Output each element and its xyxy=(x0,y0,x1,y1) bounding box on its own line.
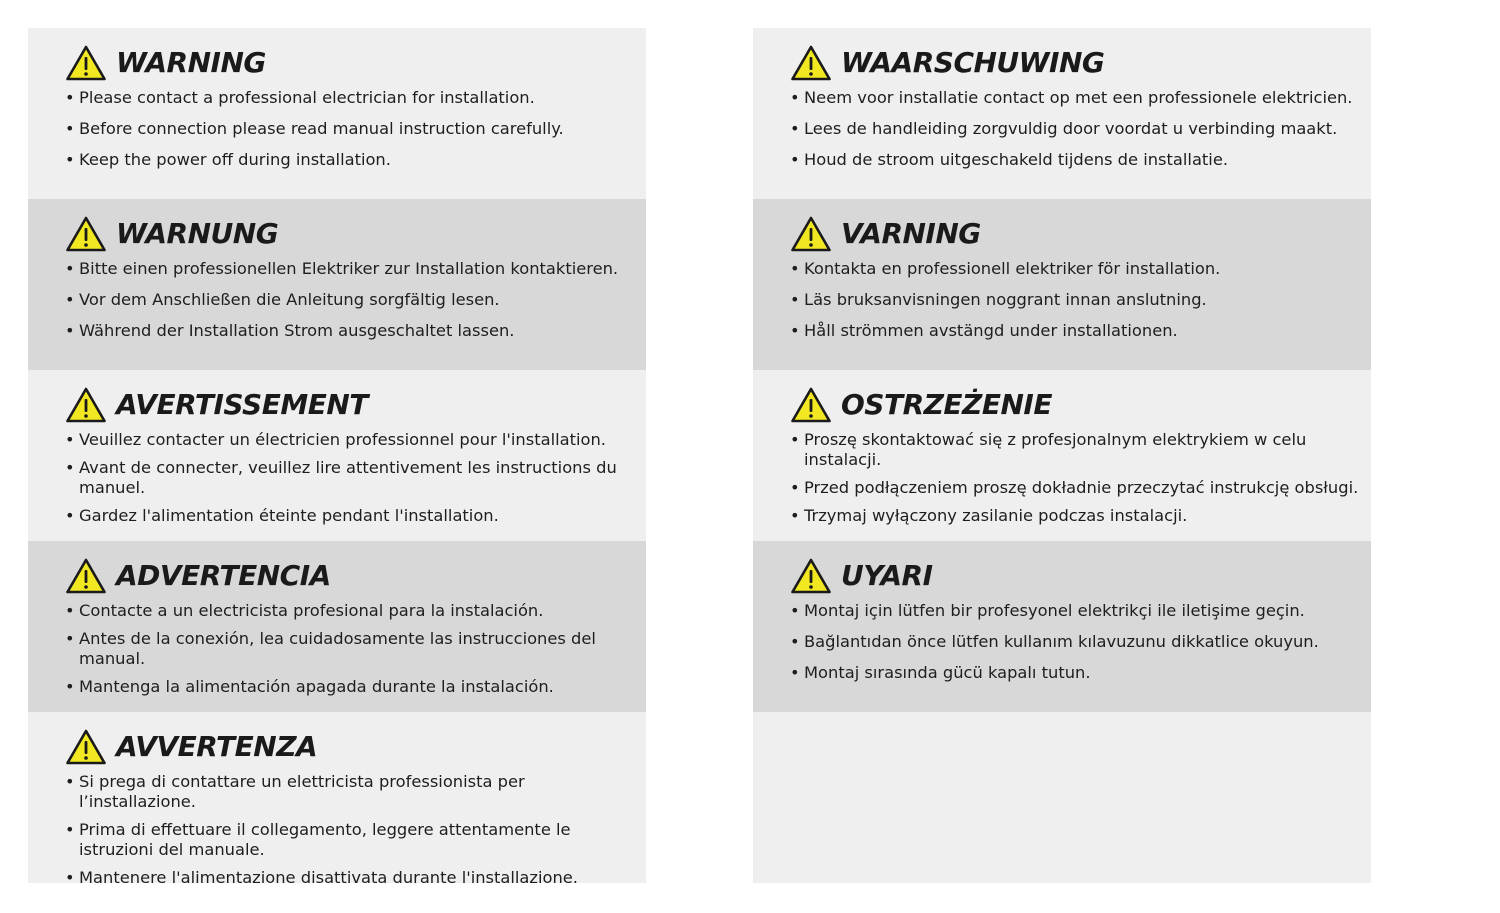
instruction-list xyxy=(790,88,1363,170)
card-header xyxy=(790,44,1363,82)
card-title: UYARI xyxy=(841,559,933,592)
instruction-list xyxy=(790,601,1363,683)
card-title: ADVERTENCIA xyxy=(116,559,331,592)
card-title: WARNING xyxy=(116,46,266,79)
instruction-item: • Bağlantıdan önce lütfen kullanım kılavuzunu dikkatlice okuyun. xyxy=(790,632,1363,652)
instruction-item: • Keep the power off during installation. xyxy=(65,150,638,170)
warning-triangle-icon xyxy=(790,386,832,424)
instruction-item: • Kontakta en professionell elektriker för installation. xyxy=(790,259,1363,279)
instruction-item: • Håll strömmen avstängd under installationen. xyxy=(790,321,1363,341)
warning-triangle-icon xyxy=(790,44,832,82)
instruction-item: • Lees de handleiding zorgvuldig door voordat u verbinding maakt. xyxy=(790,119,1363,139)
instruction-list xyxy=(790,430,1363,526)
instruction-item: • Antes de la conexión, lea cuidadosamente las instrucciones del manual. xyxy=(65,629,638,669)
instruction-item: • Prima di effettuare il collegamento, leggere attentamente le istruzioni del manuale. xyxy=(65,820,638,860)
instruction-list xyxy=(790,259,1363,341)
instruction-item: • Contacte a un electricista profesional para la instalación. xyxy=(65,601,638,621)
card-header xyxy=(65,44,638,82)
card-header xyxy=(790,557,1363,595)
warning-card xyxy=(28,712,646,887)
instruction-list xyxy=(65,259,638,341)
warning-triangle-icon xyxy=(65,557,107,595)
instruction-item: • Houd de stroom uitgeschakeld tijdens de installatie. xyxy=(790,150,1363,170)
warning-card xyxy=(28,541,646,712)
warning-triangle-icon xyxy=(65,215,107,253)
instruction-item: • Neem voor installatie contact op met een professionele elektricien. xyxy=(790,88,1363,108)
warning-card xyxy=(753,370,1371,541)
warning-triangle-icon xyxy=(790,557,832,595)
right-column xyxy=(753,28,1371,883)
card-header xyxy=(65,386,638,424)
warning-card xyxy=(753,199,1371,370)
instruction-item: • Before connection please read manual instruction carefully. xyxy=(65,119,638,139)
instruction-item: • Montaj için lütfen bir profesyonel elektrikçi ile iletişime geçin. xyxy=(790,601,1363,621)
instruction-item: • Przed podłączeniem proszę dokładnie przeczytać instrukcję obsługi. xyxy=(790,478,1363,498)
card-title: WARNUNG xyxy=(116,217,279,250)
instruction-item: • Mantenere l'alimentazione disattivata durante l'installazione. xyxy=(65,868,638,888)
card-header xyxy=(65,557,638,595)
warning-card xyxy=(28,370,646,541)
instruction-list xyxy=(65,601,638,697)
warning-card xyxy=(28,199,646,370)
card-title: OSTRZEŻENIE xyxy=(841,388,1052,421)
instruction-item: • Montaj sırasında gücü kapalı tutun. xyxy=(790,663,1363,683)
instruction-item: • Veuillez contacter un électricien professionnel pour l'installation. xyxy=(65,430,638,450)
warning-triangle-icon xyxy=(65,44,107,82)
left-column xyxy=(28,28,646,887)
instruction-item: • Vor dem Anschließen die Anleitung sorgfältig lesen. xyxy=(65,290,638,310)
instruction-item: • Läs bruksanvisningen noggrant innan anslutning. xyxy=(790,290,1363,310)
instruction-item: • Avant de connecter, veuillez lire attentivement les instructions du manuel. xyxy=(65,458,638,498)
card-title: AVVERTENZA xyxy=(116,730,318,763)
instruction-list xyxy=(65,772,638,888)
warning-card xyxy=(28,28,646,199)
instruction-item: • Gardez l'alimentation éteinte pendant l'installation. xyxy=(65,506,638,526)
warning-triangle-icon xyxy=(790,215,832,253)
instruction-item: • Trzymaj wyłączony zasilanie podczas instalacji. xyxy=(790,506,1363,526)
instruction-item: • Bitte einen professionellen Elektriker zur Installation kontaktieren. xyxy=(65,259,638,279)
card-header xyxy=(790,215,1363,253)
card-title: VARNING xyxy=(841,217,981,250)
instruction-list xyxy=(65,88,638,170)
warning-triangle-icon xyxy=(65,728,107,766)
card-title: WAARSCHUWING xyxy=(841,46,1105,79)
warning-card xyxy=(753,28,1371,199)
card-header xyxy=(65,728,638,766)
card-title: AVERTISSEMENT xyxy=(116,388,368,421)
instruction-item: • Proszę skontaktować się z profesjonalnym elektrykiem w celu instalacji. xyxy=(790,430,1363,470)
warning-triangle-icon xyxy=(65,386,107,424)
instruction-item: • Si prega di contattare un elettricista professionista per l’installazione. xyxy=(65,772,638,812)
instruction-item: • Please contact a professional electrician for installation. xyxy=(65,88,638,108)
instruction-list xyxy=(65,430,638,526)
instruction-item: • Während der Installation Strom ausgeschaltet lassen. xyxy=(65,321,638,341)
card-header xyxy=(65,215,638,253)
instruction-item: • Mantenga la alimentación apagada durante la instalación. xyxy=(65,677,638,697)
warning-card xyxy=(753,541,1371,712)
card-header xyxy=(790,386,1363,424)
